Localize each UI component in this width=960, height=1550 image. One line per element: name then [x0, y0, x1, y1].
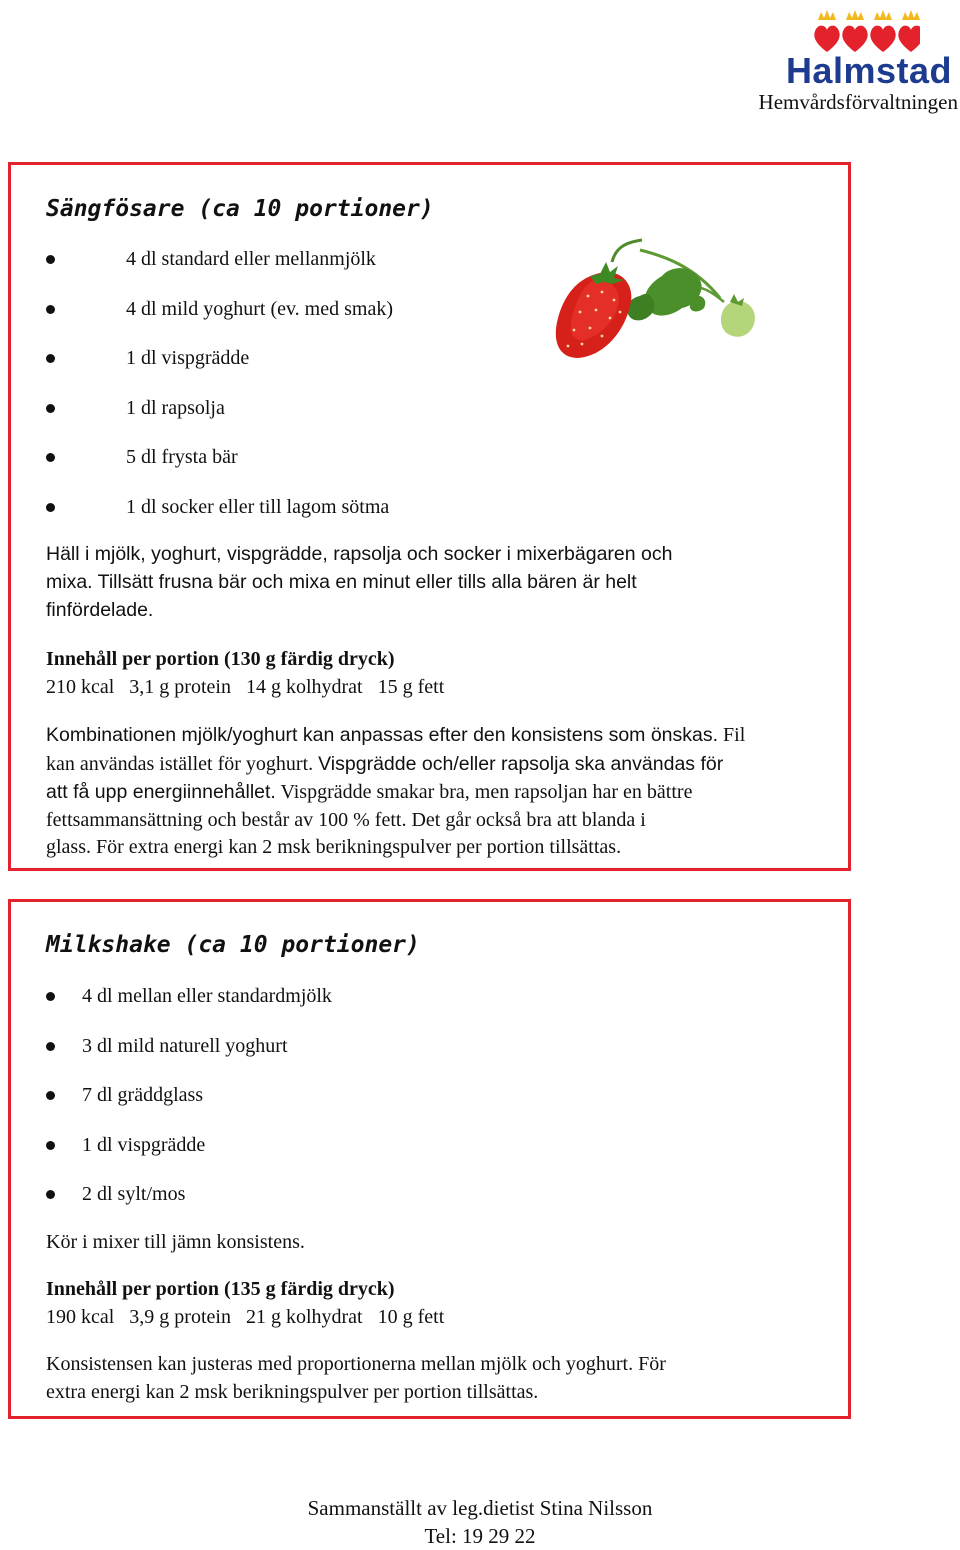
recipe-title: Milkshake (ca 10 portioner) [46, 932, 420, 958]
bullet-icon [46, 305, 55, 314]
nutrition-heading: Innehåll per portion (135 g färdig dryck) [46, 1278, 395, 1300]
halmstad-logo [720, 6, 960, 116]
instructions: Kör i mixer till jämn konsistens. [46, 1231, 305, 1253]
nutrition-values: 210 kcal 3,1 g protein 14 g kolhydrat 15 g fett [46, 675, 445, 698]
bullet-icon [46, 1042, 55, 1051]
recipe-box-milkshake [8, 899, 851, 1419]
nutrition-info [46, 1276, 444, 1331]
nutrition-values: 190 kcal 3,9 g protein 21 g kolhydrat 10 g fett [46, 1305, 445, 1328]
department-name: Hemvårdsförvaltningen [758, 90, 958, 114]
brand-name: Halmstad [785, 50, 952, 91]
bullet-icon [46, 404, 55, 413]
footer-phone: Tel: 19 29 22 [424, 1524, 536, 1548]
bullet-icon [46, 503, 55, 512]
nutrition-info [46, 646, 444, 701]
nutrition-heading: Innehåll per portion (130 g färdig dryck) [46, 648, 395, 670]
instructions: Häll i mjölk, yoghurt, vispgrädde, rapsolja och socker i mixerbägaren och mixa. Tillsätt frusna bär och mixa en minut eller tills alla bären är helt finfördelade. [46, 543, 673, 621]
footer-author: Sammanställt av leg.dietist Stina Nilsson [307, 1496, 653, 1520]
recipe-title: Sängfösare (ca 10 portioner) [46, 196, 434, 222]
strawberry-image [544, 236, 770, 362]
recipe-note: Konsistensen kan justeras med proportionerna mellan mjölk och yoghurt. För extra energi kan 2 msk berikningspulver per portion tillsättas. [46, 1353, 666, 1403]
bullet-icon [46, 255, 55, 264]
bullet-icon [46, 992, 55, 1001]
bullet-icon [46, 1141, 55, 1150]
recipe-note: Kombinationen mjölk/yoghurt kan anpassas efter den konsistens som önskas. Fil kan användas istället för yoghurt. Vispgrädde och/eller rapsolja ska användas för att få upp energiinnehållet. Vispgrädde smakar bra, men rapsoljan har en bättre fettsammansättning och består av 100 % fett. Det går också bra att blanda i glass. För extra energi kan 2 msk berikningspulver per portion tillsättas. [46, 724, 746, 858]
hearts-crowns-icon [810, 8, 920, 56]
